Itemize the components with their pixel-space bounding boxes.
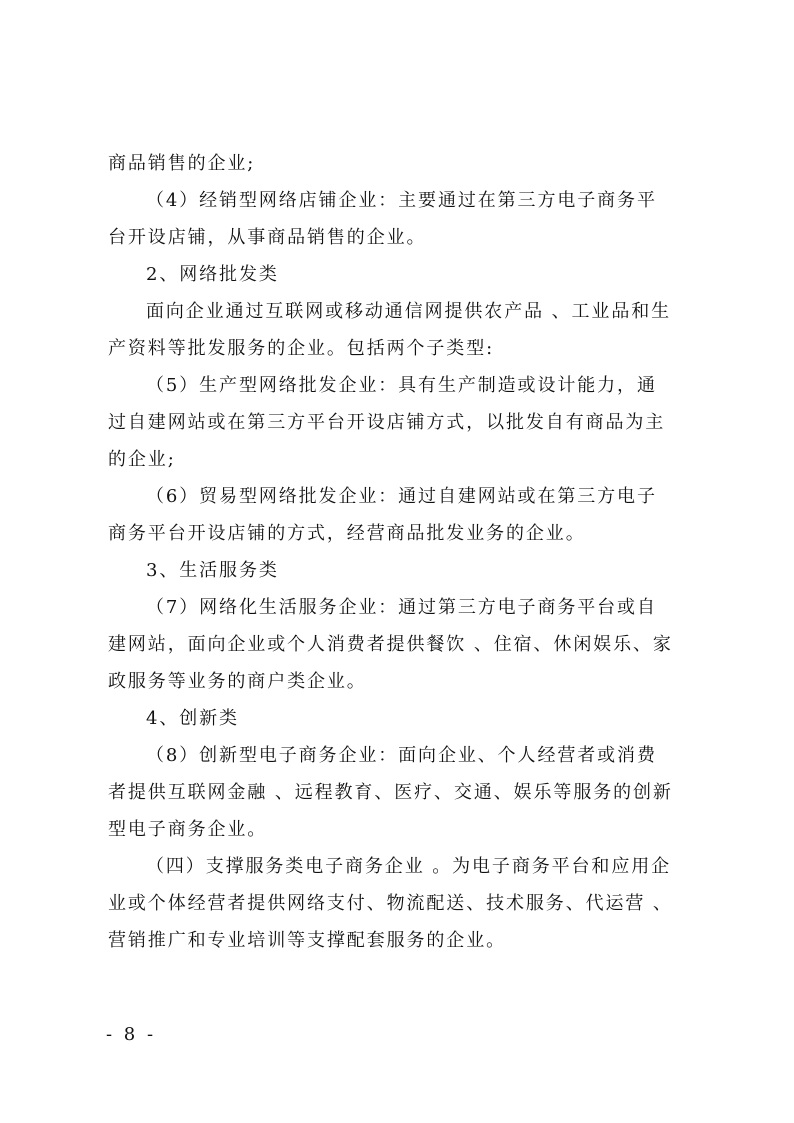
text-line: （4）经销型网络店铺企业：主要通过在第三方电子商务平 bbox=[146, 190, 657, 211]
text-line: 者提供互联网金融 、远程教育、医疗、交通、娱乐等服务的创新 bbox=[108, 782, 673, 803]
text-line: 的企业; bbox=[108, 449, 176, 470]
text-line: 营销推广和专业培训等支撑配套服务的企业。 bbox=[108, 930, 506, 951]
text-line: （7）网络化生活服务企业：通过第三方电子商务平台或自 bbox=[146, 597, 657, 618]
text-line: 面向企业通过互联网或移动通信网提供农产品 、工业品和生 bbox=[146, 301, 672, 322]
text-line: 4、创新类 bbox=[146, 708, 239, 729]
text-line: 商务平台开设店铺的方式，经营商品批发业务的企业。 bbox=[108, 523, 586, 544]
body-text bbox=[108, 145, 694, 959]
text-line: 3、生活服务类 bbox=[146, 560, 279, 581]
text-line: （四）支撑服务类电子商务企业 。为电子商务平台和应用企 bbox=[146, 856, 672, 877]
text-line: 产资料等批发服务的企业。包括两个子类型: bbox=[108, 338, 495, 359]
text-line: （6）贸易型网络批发企业：通过自建网站或在第三方电子 bbox=[146, 486, 657, 507]
text-line: 型电子商务企业。 bbox=[108, 819, 268, 840]
text-line: 商品销售的企业; bbox=[108, 153, 256, 174]
text-line: 建网站，面向企业或个人消费者提供餐饮 、住宿、休闲娱乐、家 bbox=[108, 634, 673, 655]
text-line: 业或个体经营者提供网络支付、物流配送、技术服务、代运营 、 bbox=[108, 893, 673, 914]
page-number: - 8 - bbox=[106, 1024, 157, 1045]
text-line: 2、网络批发类 bbox=[146, 264, 279, 285]
text-line: 政服务等业务的商户类企业。 bbox=[108, 671, 367, 692]
text-line: 台开设店铺，从事商品销售的企业。 bbox=[108, 227, 427, 248]
text-line: （8）创新型电子商务企业：面向企业、个人经营者或消费 bbox=[146, 745, 657, 766]
text-line: （5）生产型网络批发企业：具有生产制造或设计能力，通 bbox=[146, 375, 657, 396]
text-line: 过自建网站或在第三方平台开设店铺方式，以批发自有商品为主 bbox=[108, 412, 666, 433]
